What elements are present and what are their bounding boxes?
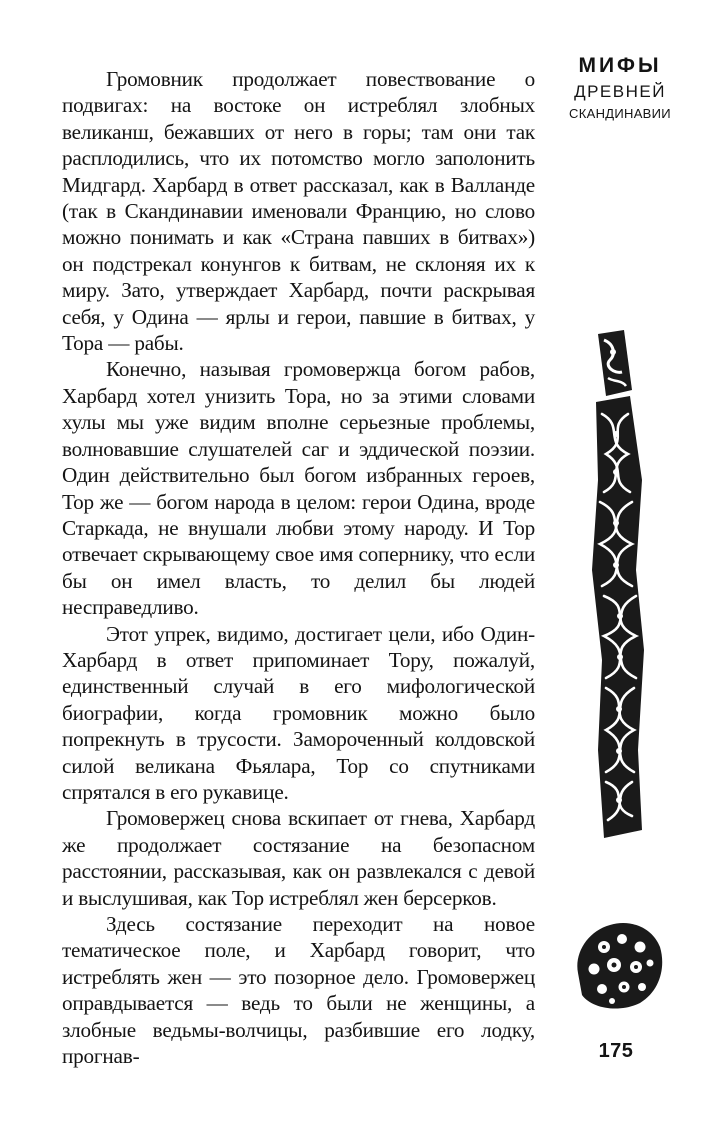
knotwork-ornament-icon	[570, 917, 665, 1012]
paragraph: Конечно, называя громовержца богом рабов, Харбард хотел унизить Тора, но за этими словами хулы мы уже видим вполне серьезные проблемы, волновавшие слушателей саг и эддической поэзии. Один действительно был богом избранных героев, Тор же — богом народа в целом: герои Одина, вроде Старкада, не внушали любви этому народу. И Тор отвечает скрывающему свое имя сопернику, что если бы он имел власть, то делил бы людей несправедливо.	[62, 357, 535, 620]
paragraph: Громовник продолжает повествование о подвигах: на востоке он истреблял злобных великанш, бежавших от него в горы; там они так расплодились, что их потомство могло заполонить Мидгард. Харбард в ответ рассказал, как в Валланде (так в Скандинавии именовали Францию, но слово можно понимать и как «Страна павших в битвах») он подстрекал конунгов к битвам, не склоняя их к миру. Зато, утверждает Харбард, почти раскрывая себя, у Одина — ярлы и герои, павшие в битвах, у Тора — рабы.	[62, 67, 535, 356]
paragraph: Здесь состязание переходит на новое тематическое поле, и Харбард говорит, что истреблять жен — это позорное дело. Громовержец оправдывается — ведь то были не женщины, а злобные ведьмы-волчицы, разбившие его лодку, прогнав-	[62, 912, 535, 1069]
running-head-line3: СКАНДИНАВИИ	[569, 106, 671, 121]
page-number: 175	[598, 1040, 634, 1062]
paragraph: Этот упрек, видимо, достигает цели, ибо Один-Харбард в ответ припоминает Тору, пожалуй, единственный случай в его мифологической биографии, когда громовник можно было попрекнуть в трусости. Замороченный колдовской силой великана Фьялара, Тор со спутниками спрятался в его рукавице.	[62, 621, 535, 804]
paragraph: Громовержец снова вскипает от гнева, Харбард же продолжает состязание на безопасном расстоянии, рассказывая, как он развлекался с девой и выслушивая, как Тор истреблял жен берсерков.	[62, 806, 535, 910]
carved-staff-icon	[584, 330, 654, 840]
running-head	[560, 52, 680, 124]
main-text	[62, 66, 535, 1069]
running-head-line2: ДРЕВНЕЙ	[574, 82, 666, 101]
running-head-line1: МИФЫ	[578, 54, 662, 77]
